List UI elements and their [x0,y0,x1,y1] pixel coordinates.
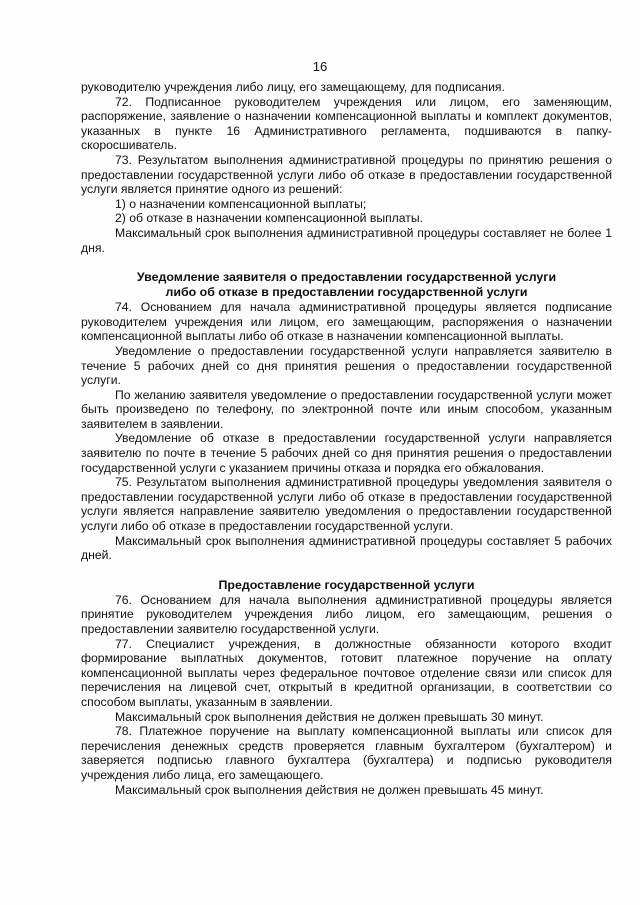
paragraph-73: 73. Результатом выполнения административной процедуры по принятию решения о предоставлении государственной услуги либо об отказе в предоставлении государственной услуги является принятие одного из решений: [81,152,612,197]
paragraph-continuation: руководителю учреждения либо лицу, его замещающему, для подписания. [81,80,505,94]
paragraph-74-by-request: По желанию заявителя уведомление о предоставлении государственной услуги может быть произведено по телефону, по электронной почте или иным способом, указанным заявителем в заявлении. [81,387,612,431]
paragraph-78: 78. Платежное поручение на выплату компенсационной выплаты или список для перечисления денежных средств проверяется главным бухгалтером (бухгалтером) и заверяется подписью главного бухгалтера (бухгалтера) и подписью руководителя учреждения либо лица, его замещающего. [81,724,612,782]
page-content [81,80,612,797]
paragraph-74-notification: Уведомление о предоставлении государственной услуги направляется заявителю в течение 5 рабочих дней со дня принятия решения о предоставлении государственной услуги. [81,343,612,388]
section-heading-notification-line-1: Уведомление заявителя о предоставлении государственной услуги [136,270,557,285]
spacer [81,255,612,270]
paragraph-75: 75. Результатом выполнения административной процедуры уведомления заявителя о предоставлении государственной услуги либо об отказе в предоставлении государственной услуги является направление заявителю уведомления о предоставлении государственной услуги либо об отказе в предоставлении государственной услуги. [81,475,612,534]
paragraph-73-item-1: 1) о назначении компенсационной выплаты; [115,196,367,211]
section-heading-provision: Предоставление государственной услуги [218,577,475,592]
spacer [81,563,612,578]
paragraph-74: 74. Основанием для начала административной процедуры является подписание руководителем учреждения или лицом, его замещающим, распоряжения о назначении компенсационной выплаты либо об отказе в назначении компенсационной выплаты. [81,300,612,344]
page-number: 16 [312,59,328,74]
paragraph-78-max-time: Максимальный срок выполнения действия не должен превышать 45 минут. [115,782,544,797]
paragraph-75-max-time: Максимальный срок выполнения административной процедуры составляет 5 рабочих дней. [81,533,612,563]
paragraph-74-refusal: Уведомление об отказе в предоставлении государственной услуги направляется заявителю по почте в течение 5 рабочих дней со дня принятия решения о предоставлении государственной услуги с указанием причины отказа и порядка его обжалования. [81,431,612,475]
paragraph-73-max-time: Максимальный срок выполнения административной процедуры составляет не более 1 дня. [81,225,612,255]
paragraph-76: 76. Основанием для начала выполнения административной процедуры является принятие руководителем учреждения либо лицом, его замещающим, решения о предоставлении заявителю государственной услуги. [81,592,612,636]
section-heading-notification-line-2: либо об отказе в предоставлении государственной услуги [165,285,528,300]
paragraph-72: 72. Подписанное руководителем учреждения или лицом, его заменяющим, распоряжение, заявление о назначении компенсационной выплаты и комплект документов, указанных в пункте 16 Административного регламента, подшиваются в папку-скоросшиватель. [81,94,612,153]
paragraph-73-item-2: 2) об отказе в назначении компенсационной выплаты. [115,211,424,226]
paragraph-77-max-time: Максимальный срок выполнения действия не должен превышать 30 минут. [115,709,544,724]
paragraph-77: 77. Специалист учреждения, в должностные обязанности которого входит формирование выплатных документов, готовит платежное поручение на оплату компенсационной выплаты через федеральное почтовое отделение связи или список для перечисления на лицевой счет, открытый в кредитной организации, в соответствии со способом выплаты, указанным в заявлении. [81,636,612,709]
